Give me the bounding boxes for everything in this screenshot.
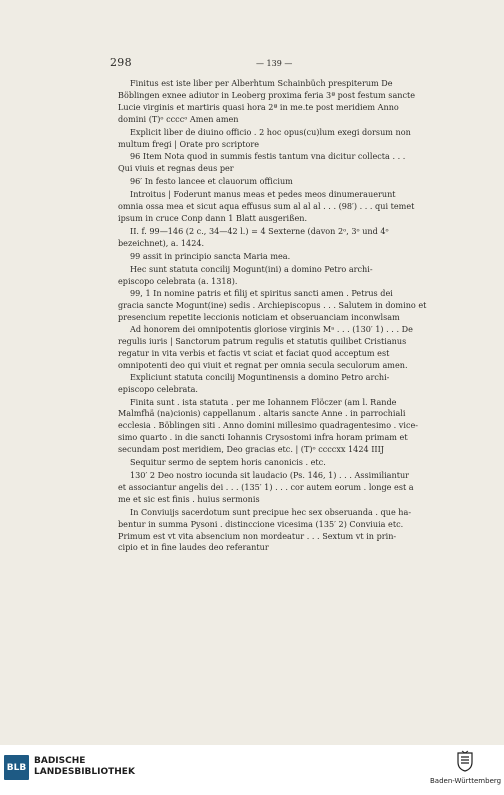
running-head: — 139 — <box>256 59 293 68</box>
text-line: multum fregi | Orate pro scriptore <box>118 138 260 149</box>
text-line: Qui viuis et regnas deus per <box>118 163 234 174</box>
text-line: 99, 1 In nomine patris et filij et spiritus sancti amen . Petrus dei <box>130 288 393 299</box>
text-line: me et sic est finis . huius sermonis <box>118 493 260 504</box>
text-line: Malmfhä (na)cionis) cappellanum . altaris sancte Anne . in parrochiali <box>118 408 406 419</box>
library-name-line2: LANDESBIBLIOTHEK <box>34 767 135 777</box>
state-name[interactable]: Baden-Württemberg <box>430 777 502 785</box>
text-line: Hec sunt statuta concilij Mogunt(ini) a domino Petro archi- <box>130 263 373 274</box>
library-name[interactable] <box>34 756 135 778</box>
text-line: secundam post meridiem, Deo gracias etc. | (T)ᵒ ccccxx 1424 IIIJ <box>118 444 385 455</box>
text-line: domini (T)ᵒ ccccᵒ Amen amen <box>118 113 239 124</box>
text-line: Böblingen exnee adiutor in Leoberg proxima feria 3ª post festum sancte <box>118 89 416 100</box>
text-line: Finita sunt . ista statuta . per me Iohannem Flöczer (am l. Rande <box>130 396 397 407</box>
text-line: simo quarto . in die sancti Iohannis Crysostomi infra horam primam et <box>118 432 408 443</box>
library-footer <box>0 745 504 795</box>
text-line: II. f. 99—146 (2 c., 34—42 l.) = 4 Sexterne (davon 2ᵒ, 3ᵒ und 4ᵒ <box>130 225 389 236</box>
text-line: bezeichnet), a. 1424. <box>118 237 205 248</box>
text-line: regulis iuris | Sanctorum patrum regulis et statutis quilibet Cristianus <box>118 336 407 347</box>
text-line: Lucie virginis et martiris quasi hora 2ª in me.te post meridiem Anno <box>118 101 399 112</box>
text-line: Sequitur sermo de septem horis canonicis . etc. <box>130 457 326 468</box>
text-line: 96 Item Nota quod in summis festis tantum vna dicitur collecta . . . <box>130 151 406 162</box>
text-line: regatur in vita verbis et factis vt sciat et faciat quod acceptum est <box>118 347 390 358</box>
text-line: 96′ In festo lancee et clauorum officium <box>130 176 293 187</box>
text-line: et associantur angelis dei . . . (135′ 1) . . . cor autem eorum . longe est a <box>118 481 414 492</box>
text-line: ipsum in cruce Conp dann 1 Blatt ausgerißen. <box>118 212 308 223</box>
text-line: presencium repetite leccionis noticiam et obseruanciam inconwlsam <box>118 312 400 323</box>
text-line: episcopo celebrata (a. 1318). <box>118 275 238 286</box>
page-body-text <box>118 78 448 554</box>
text-line: Finitus est iste liber per Alberhtum Schainbüch prespiterum De <box>130 78 393 88</box>
text-line: 130′ 2 Deo nostro iocunda sit laudacio (Ps. 146, 1) . . . Assimiliantur <box>130 470 410 480</box>
library-name-line1: BADISCHE <box>34 756 86 766</box>
text-line: Expliciunt statuta concilij Moguntinensis a domino Petro archi- <box>130 371 390 382</box>
text-line: Explicit liber de diuino officio . 2 hoc opus(cu)lum exegi dorsum non <box>130 126 411 137</box>
blb-logo[interactable]: BLB <box>4 755 29 780</box>
text-line: bentur in summa Pysoni . distinccione vicesima (135′ 2) Conviuia etc. <box>118 518 404 529</box>
text-line: gracia sancte Mogunt(ine) sedis . Archiepiscopus . . . Salutem in domino et <box>118 300 427 311</box>
baden-wuerttemberg-crest-icon <box>456 750 474 772</box>
text-line: 99 assit in principio sancta Maria mea. <box>130 250 291 261</box>
page-number: 298 <box>110 56 132 69</box>
text-line: Primum est vt vita absencium non mordeatur . . . Sextum vt in prin- <box>118 530 397 541</box>
text-line: omnia ossa mea et sicut aqua effusus sum al al al . . . (98′) . . . qui temet <box>118 201 415 212</box>
text-line: cipio et in fine laudes deo referantur <box>118 542 269 553</box>
text-line: ecclesia . Böblingen siti . Anno domini millesimo quadragentesimo . vice- <box>118 420 419 431</box>
text-line: Ad honorem dei omnipotentis gloriose virginis Mᵃ . . . (130′ 1) . . . De <box>130 324 413 335</box>
text-line: Introitus | Foderunt manus meas et pedes meos dinumerauerunt <box>130 189 396 200</box>
text-line: episcopo celebrata. <box>118 383 198 394</box>
text-line: In Conviuijs sacerdotum sunt precipue hec sex obseruanda . que ha- <box>130 506 412 517</box>
text-line: omnipotenti deo qui viuit et regnat per omnia secula seculorum amen. <box>118 359 408 370</box>
